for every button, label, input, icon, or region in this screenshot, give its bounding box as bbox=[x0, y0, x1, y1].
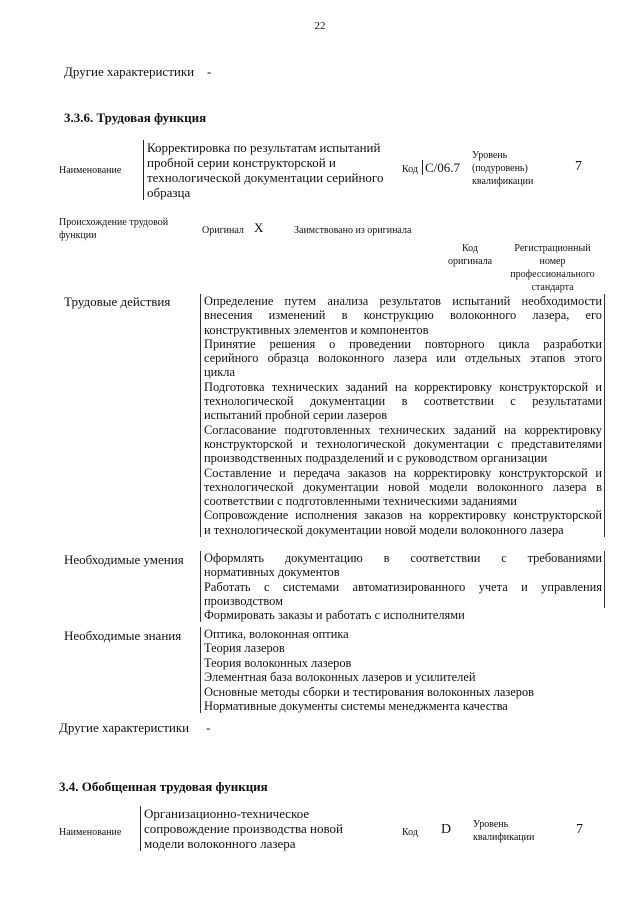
section-336-level-value: 7 bbox=[575, 159, 582, 174]
top-other-characteristics-value: - bbox=[207, 64, 212, 79]
origin-borrowed-label: Заимствовано из оригинала bbox=[294, 225, 412, 236]
section-34-level-label: Уровень квалификации bbox=[473, 819, 535, 843]
knowledge-item: Основные методы сборки и тестирования волоконных лазеров bbox=[200, 685, 605, 699]
origin-code-original: Код оригинала bbox=[447, 243, 493, 267]
page-number: 22 bbox=[314, 20, 326, 32]
knowledge-label: Необходимые знания bbox=[64, 628, 182, 643]
skill-item: Оформлять документацию в соответствии с требованиями нормативных документов bbox=[200, 551, 605, 580]
knowledge-item: Теория волоконных лазеров bbox=[200, 656, 605, 670]
origin-reg-number: Регистрационный номер профессионального стандарта bbox=[510, 243, 595, 293]
section-34-code-label: Код bbox=[402, 827, 418, 838]
labor-action-item: Согласование подготовленных технических заданий на корректировку конструкторской и технологической документации с представителями производственных подразделений и с руководством организации bbox=[200, 423, 605, 466]
bottom-other-characteristics-value: - bbox=[206, 720, 211, 735]
knowledge-item: Теория лазеров bbox=[200, 641, 605, 655]
skills-list bbox=[200, 551, 605, 622]
labor-action-item: Составление и передача заказов на корректировку конструкторской и технологической документации новой модели волоконного лазера в соответствии с подготовленными техническими заданиями bbox=[200, 466, 605, 509]
skill-item: Формировать заказы и работать с исполнителями bbox=[200, 608, 605, 622]
section-336-code-label: Код bbox=[402, 164, 418, 175]
knowledge-item: Нормативные документы системы менеджмента качества bbox=[200, 699, 605, 713]
section-34-level-value: 7 bbox=[576, 822, 583, 837]
labor-action-item: Подготовка технических заданий на корректировку конструкторской и технологической документации в соответствии с результатами испытаний пробной серии лазеров bbox=[200, 380, 605, 423]
bottom-other-characteristics-label: Другие характеристики bbox=[59, 720, 190, 735]
section-34-name-label: Наименование bbox=[59, 827, 122, 838]
section-336-code-value: C/06.7 bbox=[422, 160, 460, 175]
labor-actions-list bbox=[200, 294, 605, 537]
skill-item: Работать с системами автоматизированного учета и управления производством bbox=[200, 580, 605, 609]
skills-label: Необходимые умения bbox=[64, 552, 184, 567]
labor-action-item: Сопровождение исполнения заказов на корректировку конструкторской и технологической документации новой модели волоконного лазера bbox=[200, 508, 605, 537]
section-34-name-value: Организационно-техническое сопровождение производства новой модели волоконного лазера bbox=[140, 806, 384, 851]
labor-actions-label: Трудовые действия bbox=[64, 294, 171, 309]
section-336-name-label: Наименование bbox=[59, 165, 122, 176]
origin-label: Происхождение трудовой функции bbox=[59, 217, 169, 241]
labor-action-item: Определение путем анализа результатов испытаний необходимости внесения изменений в конструкцию волоконного лазера, его конструктивных элементов и компонентов bbox=[200, 294, 605, 337]
section-34-code-value: D bbox=[441, 822, 452, 837]
section-336-level-label: Уровень (подуровень) квалификации bbox=[472, 150, 534, 187]
labor-action-item: Принятие решения о проведении повторного цикла разработки серийного образца волоконного лазера или отдельных этапов этого цикла bbox=[200, 337, 605, 380]
top-other-characteristics-label: Другие характеристики bbox=[64, 64, 195, 79]
origin-original-mark: X bbox=[254, 220, 264, 235]
section-34-heading: 3.4. Обобщенная трудовая функция bbox=[59, 779, 268, 794]
origin-original-label: Оригинал bbox=[202, 225, 244, 236]
knowledge-item: Элементная база волоконных лазеров и усилителей bbox=[200, 670, 605, 684]
knowledge-list bbox=[200, 627, 605, 713]
section-336-name-value: Корректировка по результатам испытаний пробной серии конструкторской и технологической документации серийного образца bbox=[143, 140, 397, 200]
section-336-heading: 3.3.6. Трудовая функция bbox=[64, 110, 207, 125]
knowledge-item: Оптика, волоконная оптика bbox=[200, 627, 605, 641]
